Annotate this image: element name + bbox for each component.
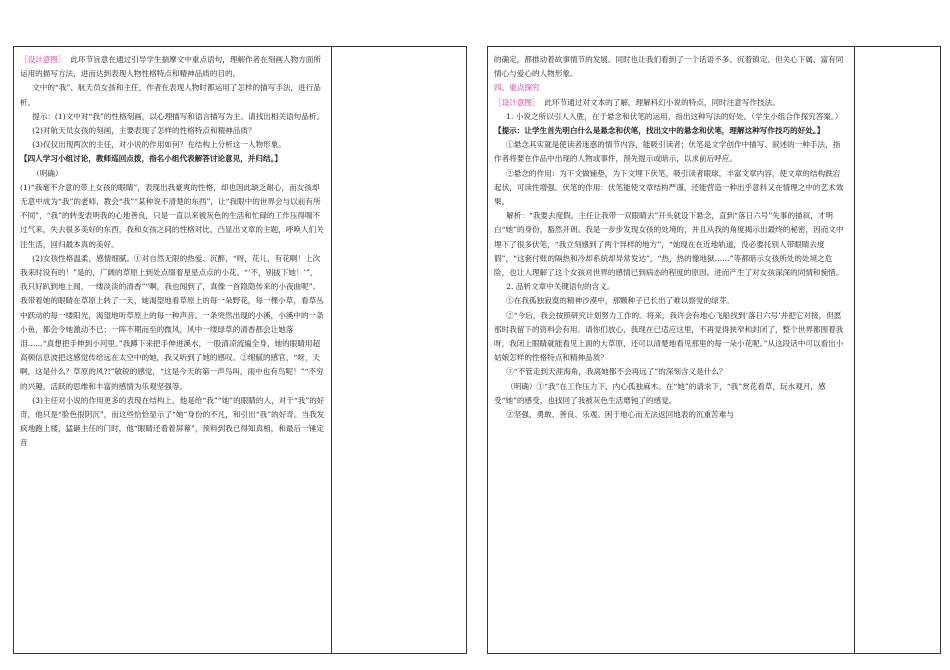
- answer-paragraph: (3)主任对小说的作用更多的表现在结构上，他是给“我”“她”的眼睛的人，对于“我”的好奇，他只是“脸色很阴沉”，而这些恰恰显示了“她”身份的不凡，和引出“我”的好奇。当我发疯地跑上楼，猛砸主任的门时，他“眼睛还看着屏幕”，预料到我已得知真相，和最后一锤定音: [20, 395, 325, 448]
- analysis-paragraph: 解析：“我要去度假，主任让我带一双眼睛去”开头就设下悬念，直到“落日六号”失事的描叙，才明白“她”的身份，豁然开朗。我是一步步发现女孩的处境的，并且从我的角度揭示出最终的秘密，因而文中埋下了很多伏笔，“我立刻感到了两个异样的地方”，“她现在在近地轨道，没必要托别人带眼睛去度假”，“这套付账的隔热和冷却系统却异常发达”，“热，热的像地狱……”等都暗示女孩所处的处境之危险，也让人理解了这个女孩对世界的感情已到病态的程度的原因。进而产生了对女孩深深的同情和惋惜。: [494, 211, 844, 278]
- left-column-content: [20, 53, 325, 451]
- design-intent-paragraph: [20, 53, 325, 81]
- left-column-divider: [331, 47, 332, 653]
- quote-paragraph: ③“不管走到天涯海角，我离她都不会再远了”的深刻含义是什么？: [506, 367, 727, 377]
- discussion-instruction: 【四人学习小组讨论，教师巡回点拨，指名小组代表解答讨论意见，并归结。】: [20, 154, 282, 164]
- design-intent-tag: ［设计意图］: [20, 55, 66, 64]
- paragraph: 的确定，都推动着故事情节的发展。同时也让我们看到了一个话语不多、沉着镇定、但关心下属、富有同情心与爱心的人物形象。: [494, 55, 844, 79]
- paragraph: (3)仅仅出现两次的主任，对小说的作用如何？在结构上分析这一人物形象。: [32, 140, 286, 150]
- hint-paragraph: 【提示：让学生首先明白什么是悬念和伏笔，找出文中的悬念和伏笔，理解这种写作技巧的好处。】: [494, 126, 825, 136]
- paragraph: ②悬念的作用：为下文做铺垫，为下文埋下伏笔，吸引读者眼球，丰富文章内容，使文章的结构跌宕起伏，可读性增强。伏笔的作用：伏笔能使文章结构严谨，还能营造一种出乎意料又在情理之中的艺术效果。: [494, 168, 844, 207]
- question-paragraph: 2. 品析文章中关键语句的含义。: [506, 282, 615, 292]
- design-intent-text: 此环节旨意在通过引导学生揣摩文中重点语句，理解作者在刻画人物方面所运用的描写方法，进而达到表现人物性格特点和精神品质的目的。: [20, 55, 321, 79]
- design-intent-paragraph: [494, 96, 846, 110]
- paragraph: ①悬念其实就是使读者迷惑的情节内容，能吸引读者；伏笔是文学创作中描写、叙述的一种手法，指作者将要在作品中出现的人物或事件，预先提示或暗示，以求前后呼应。: [494, 140, 841, 164]
- paragraph: 文中的“我”、航天员女孩和主任，作者在表现人物时都运用了怎样的描写手法，进行品析。: [20, 83, 321, 107]
- quote-paragraph: ①在我孤独寂寞的精神沙漠中，那颗种子已长出了难以察觉的绿芽。: [506, 296, 734, 306]
- quote-paragraph: ②“今后，我会按照研究计划努力工作的。将来，我许会有地心飞船找到‘落日六号’并把它对接，但愿那时我留下的资料会有用。请你们放心，我现在已适应这里，不再觉得狭窄和封闭了，整个世界都围着我呀，我闭上眼睛就能看见上面的大草原，还可以清楚地看见那里的每一朵小花呢。”从这段话中可以看出小姑娘怎样的性格特点和精神品质？: [494, 310, 844, 363]
- left-text-frame: [13, 46, 467, 654]
- design-intent-text: 此环节通过对文本的了解，理解科幻小说的特点，同时注意写作技法。: [544, 97, 780, 107]
- answer-paragraph: ②坚强、勇敢、善良、乐观。困于地心而无法返回地表的沉重苦难与: [506, 410, 734, 420]
- answer-label: （明确）: [32, 168, 63, 178]
- answer-paragraph: （明确）①“我”在工作压力下，内心孤独麻木。在“她”的请求下，“我”赏花看草，玩水观月，感受“她”的感受，也找回了我被灰色生活磨钝了的感觉。: [494, 381, 826, 405]
- design-intent-tag: ［设计意图］: [494, 97, 540, 107]
- right-column-divider: [854, 47, 855, 653]
- paragraph: 提示：(1)文中对“我”的性格刻画，以心理描写和语言描写为主。请找出相关语句品析。: [32, 111, 325, 121]
- right-column-content: [494, 53, 846, 422]
- paragraph: (2)对航天员女孩的刻画，主要表现了怎样的性格特点和精神品质？: [32, 126, 256, 136]
- answer-paragraph: (1)“我毫不介意的带上女孩的眼睛”，表现出我豪爽的性格，却也因此缺乏耐心，而女孩却无意中成为“我”的老师，教会“我”“某种说不清楚的东西”，让“我眼中的世界会与以前有所不同”，“我”的转变表明我的心地善良，只是一直以来被灰色的生活和忙碌的工作压得喘不过气来，失去很多美好的东西，我和女孩之间的性格对比，凸显出文章的主题，呼唤人们关注生活，回归最本真的美好。: [20, 182, 324, 249]
- section-heading: 四、重点探究: [494, 83, 540, 93]
- right-text-frame: [487, 46, 941, 654]
- question-paragraph: 1. 小说之所以引人入胜，在于悬念和伏笔的运用，指出这种写法的好处。（学生小组合作探究答案。）: [506, 111, 843, 121]
- answer-paragraph: (2)女孩性格温柔，感情细腻。①对自然无限的热爱、沉醉，“呀，花儿，有花啊！上次我来时没有的！”是的，广阔的草原上到处点缀着星星点点的小花。“‘不，别拔下她！’”，我只好趴到地上闻，一缕淡淡的清香”“啊，我也闻到了，真像一首隐隐传来的小夜曲呢”。我带着她的眼睛在草原上转了一天，她渴望地看草原上的每一朵野花，每一棵小草，看草丛中跃动的每一缕阳光，渴望地听草原上的每一种声音。一条突然出现的小溪，小溪中的一条小鱼，都会令她激动不已；一阵不期而至的微风，风中一缕绿草的清香都会让她落泪……“真想把手伸到小河里。”我蹲下来把手伸进溪水，一股清凉流遍全身，她的眼睛用超高频信息波把这感觉传给远在太空中的她，我又听到了她的感叹。②细腻的感官，“呀，天啊，这是什么？草原的风?!”敏锐的感觉，“这是今天的第一声鸟叫，雨中也有鸟呢！”“不穷的兴趣，活跃的思维和丰富的感情为乐观坚强等。: [20, 253, 324, 391]
